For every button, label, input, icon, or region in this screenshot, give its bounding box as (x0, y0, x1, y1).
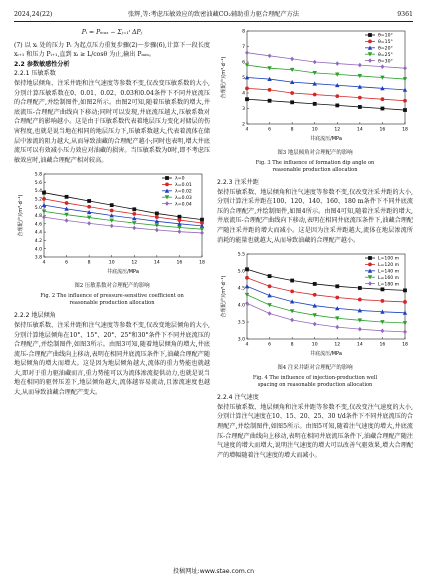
legend-label: L=160 m (378, 276, 400, 282)
data-point (290, 91, 294, 95)
x-tick-label: 14 (356, 342, 363, 348)
data-point (403, 330, 407, 335)
data-point (245, 97, 249, 101)
y-axis-label: 合理配产/(m³·d⁻¹) (221, 56, 227, 99)
data-point (358, 286, 362, 290)
data-point (65, 218, 69, 223)
header-page-number: 9361 (397, 11, 413, 18)
paragraph-dip-angle: 保持压敏系数、注采井距和注气速度等参数不变,仅改变地层倾角的大小,分别计算地层倾角在10°、15°、20°、25°和30°条件下不同井底流压的合理配产,并绘制图件,如图3所示。由图3可知,随着地层倾角的增大,井底流压-合理配产曲线向上移动,表明在相同井底流压条件下,油藏合理配产随地层倾角的增大而增大。这是因为地层倾角越大,流体的重力势能也就越大,即对于重力驱油藏而言,重力势能可以为流体渗流提供动力,也就是说当地在相同的驱替压差下,地层倾角越大,流体越容易流动,且渗流速度也越大,从而导致油藏合理配产变大。 (14, 321, 210, 397)
y-tick-label: 4.2 (34, 239, 42, 245)
x-tick-label: 10 (108, 260, 115, 266)
left-column (14, 26, 210, 398)
legend (365, 256, 400, 288)
figure-3-caption-en-2: reasonable production allocation (272, 167, 358, 173)
data-point (110, 209, 114, 213)
y-tick-label: 3.5 (237, 320, 245, 326)
data-point (178, 230, 182, 235)
x-tick-label: 8 (290, 342, 294, 348)
data-point (381, 288, 385, 292)
data-point (381, 329, 385, 334)
figure-4-caption-en-2: spacing on reasonable production allocation (257, 382, 373, 389)
data-point (358, 298, 362, 302)
y-tick-label: 5.5 (237, 252, 245, 258)
legend-label: L=180 m (378, 282, 400, 288)
y-tick-label: 4.0 (237, 303, 245, 309)
legend-label: λ=0.03 (175, 196, 192, 202)
x-tick-label: 6 (65, 260, 69, 266)
legend (162, 176, 192, 208)
figure-2-chart (14, 169, 210, 277)
y-tick-label: 4.5 (237, 286, 245, 292)
data-point (268, 274, 272, 278)
x-tick-label: 8 (290, 127, 294, 133)
data-point (132, 226, 136, 231)
data-point (87, 199, 91, 203)
data-point (290, 100, 294, 104)
x-tick-label: 12 (334, 342, 341, 348)
data-point (403, 66, 407, 71)
y-tick-label: 6 (242, 60, 245, 66)
data-point (65, 201, 69, 205)
legend-label: λ=0.02 (175, 189, 192, 195)
data-point (381, 299, 385, 303)
legend-marker (368, 40, 372, 44)
y-tick-label: 5.8 (34, 172, 42, 178)
legend-marker (368, 33, 372, 37)
data-point (132, 208, 136, 212)
paragraph-step7: (7) 以 xᵢ 处的压力 Pᵢ 为起点压力重复步骤(2)～步骤(6),计算下一段长度 xᵢ₊₁ 和压力 Pᵢ₊₁,直到 xᵢ ≥ L/cosθ 为止,输出 Pₘᵢₙ。 (14, 41, 210, 59)
legend-label: θ=30° (378, 59, 393, 65)
data-point (290, 279, 294, 283)
section-heading-2-2-2: 2.2.2 地层倾角 (14, 312, 56, 320)
y-tick-label: 5.4 (34, 189, 42, 195)
figure-4 (217, 249, 413, 363)
data-point (245, 284, 249, 288)
legend-label: λ=0 (175, 177, 185, 183)
section-heading-2-2-4: 2.2.4 注气速度 (217, 394, 259, 402)
header-volume: 2024,24(22) (14, 11, 53, 18)
data-point (313, 322, 317, 327)
x-tick-label: 18 (402, 342, 408, 348)
legend-label: L=140 m (378, 269, 400, 275)
data-point (313, 293, 317, 297)
data-point (335, 61, 339, 66)
legend-label: θ=20° (378, 46, 393, 52)
figure-2-caption-en-1: Fig. 2 The influence of pressure-sensitive coefficient on (40, 293, 184, 300)
y-tick-label: 7 (242, 45, 245, 51)
series-line (247, 295, 405, 323)
data-point (358, 105, 362, 109)
data-point (110, 224, 114, 229)
data-point (245, 276, 249, 280)
data-point (200, 231, 204, 236)
data-point (42, 197, 46, 201)
x-tick-label: 4 (245, 127, 249, 133)
data-point (268, 285, 272, 289)
data-point (335, 285, 339, 289)
x-tick-label: 10 (311, 342, 318, 348)
legend-label: θ=25° (378, 52, 393, 58)
section-heading-2-2-3: 2.2.3 注采井距 (217, 179, 259, 186)
right-column (217, 26, 413, 460)
section-heading-2-2: 2.2 参数敏感性分析 (14, 60, 70, 68)
equation: Pᵢ = Pₘₐₓ − Σⱼ₌₁ⁱ ΔPⱼ (81, 29, 143, 36)
y-tick-label: 5.2 (34, 197, 42, 203)
y-tick-label: 8 (242, 29, 245, 35)
legend-marker (165, 183, 169, 187)
data-point (87, 205, 91, 209)
figure-2-caption-en-2: reasonable production allocation (69, 300, 155, 307)
data-point (358, 63, 362, 68)
x-tick-label: 8 (87, 260, 91, 266)
figure-3 (217, 26, 413, 148)
data-point (65, 195, 69, 199)
data-point (178, 218, 182, 222)
legend-marker (368, 58, 372, 63)
y-tick-label: 5 (242, 76, 245, 82)
data-point (245, 293, 249, 297)
data-point (155, 216, 159, 220)
y-tick-label: 5.0 (237, 269, 245, 275)
data-point (42, 203, 46, 207)
y-tick-label: 5.6 (34, 181, 42, 187)
figure-3-chart (217, 26, 413, 144)
data-point (290, 318, 294, 323)
legend-label: L=120 m (378, 263, 400, 269)
data-point (268, 99, 272, 103)
data-point (268, 88, 272, 92)
legend-label: θ=15° (378, 40, 393, 46)
y-tick-label: 5.0 (34, 206, 42, 212)
data-point (358, 327, 362, 332)
data-point (87, 221, 91, 226)
legend-marker (165, 176, 169, 180)
data-point (335, 94, 339, 98)
paragraph-injection-rate: 保持压敏系数、地层倾角和注采井距等参数不变,仅改变注气速度的大小,分别计算注气速度在10、15、20、25、30 t/d条件下不同井底流压的合理配产,并绘制图件,如图5所示。由图5可知,随着注气速度的增大,井底流压-合理配产曲线向上移动,表明在相同井底流压条件下,油藏合理配产随注气速度的增大而增大,说明注气速度的增大可以改善气驱效果,增大合理配产的增幅随着注气速度的增大而减小。 (217, 403, 413, 459)
data-point (381, 97, 385, 101)
running-header (14, 9, 413, 22)
y-tick-label: 2 (242, 122, 245, 128)
x-tick-label: 16 (176, 260, 183, 266)
data-point (245, 86, 249, 90)
data-point (245, 268, 249, 272)
series-line (247, 303, 405, 332)
y-tick-label: 4.8 (34, 214, 42, 220)
data-point (110, 204, 114, 208)
legend-label: L=100 m (378, 256, 400, 262)
y-tick-label: 3.0 (237, 337, 245, 343)
data-point (290, 57, 294, 62)
legend-label: λ=0.04 (175, 202, 192, 208)
x-axis-label: 井底流压/MPa (310, 351, 342, 358)
x-tick-label: 12 (131, 260, 138, 266)
y-tick-label: 4.4 (34, 231, 42, 237)
data-point (268, 54, 272, 59)
data-point (155, 212, 159, 216)
figure-2 (14, 169, 210, 281)
legend-marker (368, 281, 372, 286)
figure-3-caption-en-1: Fig. 3 The influence of formation dip angle on (255, 160, 375, 166)
legend-marker (368, 263, 372, 267)
data-point (381, 64, 385, 69)
y-axis-label: 合理配产/(m³·d⁻¹) (18, 194, 24, 237)
data-point (42, 191, 46, 195)
legend-marker (368, 256, 372, 260)
data-point (335, 325, 339, 330)
legend-label: θ=10° (378, 33, 393, 39)
legend-label: λ=0.01 (175, 183, 192, 189)
section-heading-2-2-1: 2.2.1 压敏系数 (14, 70, 56, 78)
paragraph-well-spacing: 保持压敏系数、地层倾角和注气速度等参数不变,仅改变注采井距的大小,分别计算注采井距在100、120、140、160、180 m条件下不同井底流压的合理配产,并绘制图件,如图4所示。由图4可知,随着注采井距的增大,井底流压-合理配产曲线向下移动,表明在相同井底流压条件下,油藏合理配产随注采井距的增大而减小。这是因为注采井距越大,流体在地层渗流所消耗的能量也就越大,从而导致油藏的合理配产越小。 (217, 188, 413, 244)
data-point (313, 282, 317, 286)
data-point (313, 102, 317, 106)
data-point (313, 93, 317, 97)
x-tick-label: 14 (356, 127, 363, 133)
x-tick-label: 18 (402, 127, 408, 133)
data-point (178, 215, 182, 219)
y-tick-label: 4.0 (34, 247, 42, 253)
legend-marker (165, 202, 169, 207)
data-point (403, 108, 407, 112)
data-point (313, 60, 317, 65)
header-title: 张辉,等:考虑压敏效应的致密油藏CO₂辅助重力驱合理配产方法 (127, 11, 300, 18)
figure-4-caption: 图4 注采井距对合理配产的影响 (277, 364, 353, 371)
x-tick-label: 4 (245, 342, 249, 348)
x-tick-label: 18 (199, 260, 205, 266)
y-tick-label: 3.8 (34, 255, 42, 261)
data-point (290, 290, 294, 294)
data-point (335, 104, 339, 108)
legend (365, 33, 393, 65)
x-tick-label: 12 (334, 127, 341, 133)
footer-url: 投稿网址:www.stae.com.cn (172, 568, 255, 575)
x-axis-label: 井底流压/MPa (310, 136, 342, 142)
figure-4-chart (217, 249, 413, 359)
x-axis-label: 井底流压/MPa (107, 269, 139, 276)
data-point (358, 96, 362, 100)
x-tick-label: 10 (311, 127, 318, 133)
series-3 (245, 293, 407, 325)
x-tick-label: 6 (268, 127, 272, 133)
x-tick-label: 14 (153, 260, 160, 266)
data-point (245, 50, 249, 55)
x-tick-label: 4 (42, 260, 46, 266)
data-point (381, 107, 385, 111)
x-tick-label: 16 (379, 342, 386, 348)
y-axis-label: 合理配产/(m³·d⁻¹) (221, 275, 227, 318)
data-point (403, 300, 407, 304)
y-tick-label: 3 (242, 107, 245, 113)
y-tick-label: 4 (242, 91, 245, 97)
y-tick-label: 4.6 (34, 222, 42, 228)
x-tick-label: 6 (268, 342, 272, 348)
data-point (155, 228, 159, 233)
data-point (200, 218, 204, 222)
data-point (335, 296, 339, 300)
data-point (403, 99, 407, 103)
data-point (403, 289, 407, 293)
figure-2-caption: 图2 压敏系数对合理配产的影响 (74, 282, 150, 289)
data-point (268, 311, 272, 316)
figure-3-caption: 图3 地层倾角对合理配产的影响 (277, 149, 353, 156)
x-tick-label: 16 (379, 127, 386, 133)
data-point (132, 212, 136, 216)
figure-4-caption-en-1: Fig. 4 The influence of injection-production well (252, 375, 378, 382)
paragraph-pressure-sensitive: 保持地层倾角、注采井距和注气速度等参数不变,仅改变压敏系数的大小,分别计算压敏系数在0、0.01、0.02、0.03和0.04条件下不同井底流压的合理配产,并绘制图件,如图2所示。由图2可知,随着压敏系数的增大,井底流压-合理配产曲线向下移动;同时可以发现,井底流压越大,压敏系数对合理配产的影响越小。这是由于压敏系数代表着地层压力变化对储层的伤害程度,也就是说当地在相同的地层压力下,压敏系数越大,代表着流体在储层中渗流的阻力越大,从而导致油藏的合理配产越小;同时也表明,增大井底流压可以有效减小压力效应对油藏的损害。当压敏系数为0时,即不考虑压敏效应时,油藏合理配产相对较高。 (14, 79, 210, 164)
